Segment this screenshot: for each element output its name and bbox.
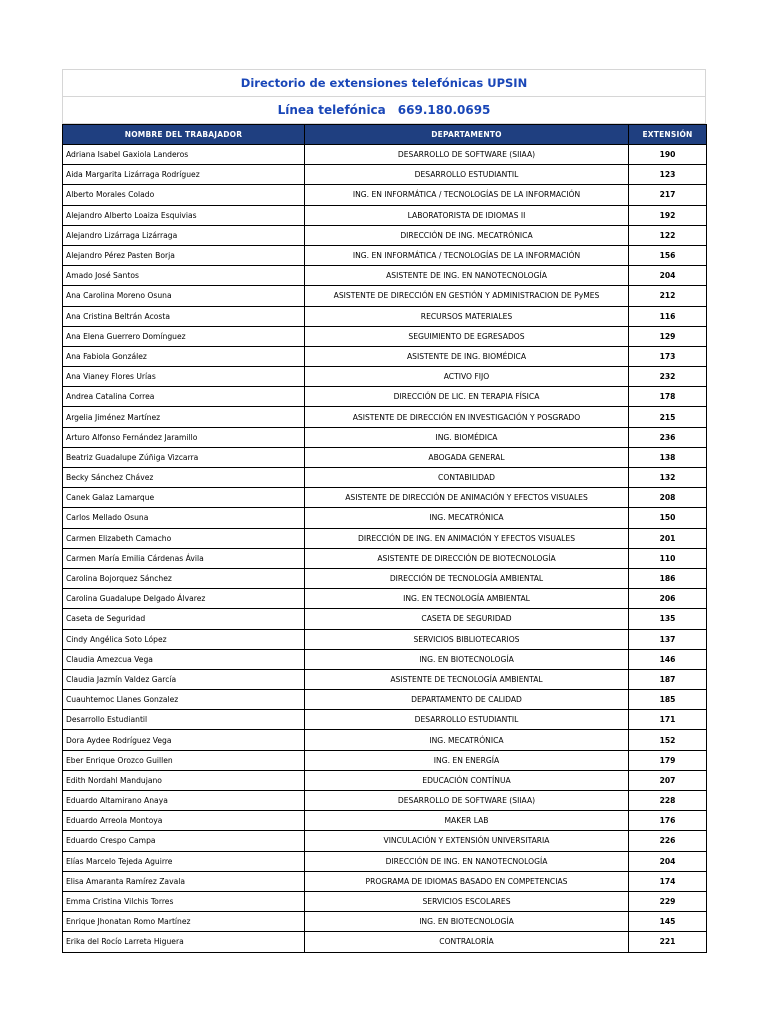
employee-name-cell: Adriana Isabel Gaxiola Landeros xyxy=(63,145,305,165)
extension-cell: 236 xyxy=(629,427,707,447)
extension-cell: 138 xyxy=(629,447,707,467)
department-cell: SERVICIOS ESCOLARES xyxy=(305,891,629,911)
employee-name-cell: Carolina Guadalupe Delgado Álvarez xyxy=(63,589,305,609)
extension-cell: 206 xyxy=(629,589,707,609)
column-header-department: DEPARTAMENTO xyxy=(305,125,629,145)
department-cell: ASISTENTE DE ING. EN NANOTECNOLOGÍA xyxy=(305,266,629,286)
table-row xyxy=(63,548,707,568)
table-row xyxy=(63,528,707,548)
table-row xyxy=(63,609,707,629)
employee-name-cell: Eduardo Altamirano Anaya xyxy=(63,791,305,811)
table-row xyxy=(63,710,707,730)
department-cell: ING. EN TECNOLOGÍA AMBIENTAL xyxy=(305,589,629,609)
table-row xyxy=(63,407,707,427)
table-row xyxy=(63,165,707,185)
department-cell: ASISTENTE DE DIRECCIÓN DE BIOTECNOLOGÍA xyxy=(305,548,629,568)
table-row xyxy=(63,791,707,811)
table-row xyxy=(63,468,707,488)
extension-cell: 174 xyxy=(629,871,707,891)
extension-cell: 215 xyxy=(629,407,707,427)
extension-cell: 171 xyxy=(629,710,707,730)
table-row xyxy=(63,488,707,508)
department-cell: ABOGADA GENERAL xyxy=(305,447,629,467)
department-cell: ING. BIOMÉDICA xyxy=(305,427,629,447)
employee-name-cell: Carmen Elizabeth Camacho xyxy=(63,528,305,548)
table-body xyxy=(63,145,707,953)
department-cell: DIRECCIÓN DE LIC. EN TERAPIA FÍSICA xyxy=(305,387,629,407)
extension-cell: 212 xyxy=(629,286,707,306)
department-cell: MAKER LAB xyxy=(305,811,629,831)
department-cell: DESARROLLO DE SOFTWARE (SIIAA) xyxy=(305,791,629,811)
extension-cell: 178 xyxy=(629,387,707,407)
table-row xyxy=(63,932,707,952)
department-cell: DESARROLLO ESTUDIANTIL xyxy=(305,710,629,730)
phone-label: Línea telefónica xyxy=(277,103,386,117)
extension-cell: 122 xyxy=(629,225,707,245)
employee-name-cell: Alejandro Pérez Pasten Borja xyxy=(63,245,305,265)
employee-name-cell: Carolina Bojorquez Sánchez xyxy=(63,568,305,588)
table-row xyxy=(63,326,707,346)
extension-cell: 204 xyxy=(629,266,707,286)
table-row xyxy=(63,669,707,689)
department-cell: DESARROLLO DE SOFTWARE (SIIAA) xyxy=(305,145,629,165)
extension-cell: 137 xyxy=(629,629,707,649)
extension-cell: 152 xyxy=(629,730,707,750)
extension-cell: 207 xyxy=(629,770,707,790)
table-row xyxy=(63,447,707,467)
employee-name-cell: Claudia Amezcua Vega xyxy=(63,649,305,669)
phone-number: 669.180.0695 xyxy=(397,103,491,117)
employee-name-cell: Eduardo Crespo Campa xyxy=(63,831,305,851)
department-cell: ING. EN ENERGÍA xyxy=(305,750,629,770)
employee-name-cell: Eduardo Arreola Montoya xyxy=(63,811,305,831)
phone-line-row xyxy=(62,96,706,124)
table-row xyxy=(63,266,707,286)
extension-cell: 145 xyxy=(629,912,707,932)
extension-cell: 192 xyxy=(629,205,707,225)
department-cell: RECURSOS MATERIALES xyxy=(305,306,629,326)
employee-name-cell: Cindy Angélica Soto López xyxy=(63,629,305,649)
column-header-extension: EXTENSIÓN xyxy=(629,125,707,145)
extension-cell: 110 xyxy=(629,548,707,568)
employee-name-cell: Dora Aydee Rodríguez Vega xyxy=(63,730,305,750)
employee-name-cell: Emma Cristina Vilchis Torres xyxy=(63,891,305,911)
employee-name-cell: Canek Galaz Lamarque xyxy=(63,488,305,508)
table-row xyxy=(63,185,707,205)
extension-cell: 204 xyxy=(629,851,707,871)
extension-cell: 217 xyxy=(629,185,707,205)
extension-cell: 226 xyxy=(629,831,707,851)
department-cell: ING. EN INFORMÁTICA / TECNOLOGÍAS DE LA INFORMACIÓN xyxy=(305,185,629,205)
department-cell: EDUCACIÓN CONTÍNUA xyxy=(305,770,629,790)
employee-name-cell: Claudia Jazmín Valdez García xyxy=(63,669,305,689)
department-cell: ASISTENTE DE ING. BIOMÉDICA xyxy=(305,346,629,366)
department-cell: ING. MECATRÓNICA xyxy=(305,508,629,528)
table-row xyxy=(63,730,707,750)
employee-name-cell: Ana Carolina Moreno Osuna xyxy=(63,286,305,306)
department-cell: ING. EN BIOTECNOLOGÍA xyxy=(305,912,629,932)
department-cell: ACTIVO FIJO xyxy=(305,367,629,387)
table-row xyxy=(63,145,707,165)
table-row xyxy=(63,306,707,326)
department-cell: ING. EN INFORMÁTICA / TECNOLOGÍAS DE LA INFORMACIÓN xyxy=(305,245,629,265)
employee-name-cell: Ana Fabiola González xyxy=(63,346,305,366)
department-cell: ASISTENTE DE DIRECCIÓN EN GESTIÓN Y ADMINISTRACION DE PyMES xyxy=(305,286,629,306)
department-cell: DIRECCIÓN DE TECNOLOGÍA AMBIENTAL xyxy=(305,568,629,588)
table-row xyxy=(63,367,707,387)
extensions-table xyxy=(62,124,707,953)
table-row xyxy=(63,831,707,851)
employee-name-cell: Amado José Santos xyxy=(63,266,305,286)
extension-cell: 116 xyxy=(629,306,707,326)
department-cell: ASISTENTE DE DIRECCIÓN DE ANIMACIÓN Y EFECTOS VISUALES xyxy=(305,488,629,508)
extension-cell: 185 xyxy=(629,690,707,710)
table-row xyxy=(63,346,707,366)
employee-name-cell: Argelia Jiménez Martínez xyxy=(63,407,305,427)
department-cell: ING. MECATRÓNICA xyxy=(305,730,629,750)
employee-name-cell: Eber Enrique Orozco Guillen xyxy=(63,750,305,770)
employee-name-cell: Alberto Morales Colado xyxy=(63,185,305,205)
employee-name-cell: Enrique Jhonatan Romo Martínez xyxy=(63,912,305,932)
employee-name-cell: Arturo Alfonso Fernández Jaramillo xyxy=(63,427,305,447)
department-cell: PROGRAMA DE IDIOMAS BASADO EN COMPETENCIAS xyxy=(305,871,629,891)
table-row xyxy=(63,568,707,588)
extension-cell: 186 xyxy=(629,568,707,588)
extension-cell: 156 xyxy=(629,245,707,265)
employee-name-cell: Ana Vianey Flores Urías xyxy=(63,367,305,387)
table-row xyxy=(63,205,707,225)
table-row xyxy=(63,225,707,245)
department-cell: CASETA DE SEGURIDAD xyxy=(305,609,629,629)
extension-cell: 146 xyxy=(629,649,707,669)
extension-cell: 201 xyxy=(629,528,707,548)
department-cell: DEPARTAMENTO DE CALIDAD xyxy=(305,690,629,710)
extension-cell: 221 xyxy=(629,932,707,952)
extension-cell: 135 xyxy=(629,609,707,629)
table-row xyxy=(63,387,707,407)
extension-cell: 229 xyxy=(629,891,707,911)
department-cell: SERVICIOS BIBLIOTECARIOS xyxy=(305,629,629,649)
department-cell: DIRECCIÓN DE ING. EN ANIMACIÓN Y EFECTOS VISUALES xyxy=(305,528,629,548)
extension-cell: 132 xyxy=(629,468,707,488)
employee-name-cell: Elías Marcelo Tejeda Aguirre xyxy=(63,851,305,871)
employee-name-cell: Elisa Amaranta Ramírez Zavala xyxy=(63,871,305,891)
employee-name-cell: Ana Elena Guerrero Domínguez xyxy=(63,326,305,346)
employee-name-cell: Carlos Mellado Osuna xyxy=(63,508,305,528)
table-header-row xyxy=(63,125,707,145)
directory-title: Directorio de extensiones telefónicas UPSIN xyxy=(62,69,706,96)
extension-cell: 123 xyxy=(629,165,707,185)
employee-name-cell: Alejandro Lizárraga Lizárraga xyxy=(63,225,305,245)
table-row xyxy=(63,649,707,669)
table-row xyxy=(63,245,707,265)
table-row xyxy=(63,427,707,447)
extension-cell: 179 xyxy=(629,750,707,770)
table-row xyxy=(63,891,707,911)
extension-cell: 173 xyxy=(629,346,707,366)
department-cell: ASISTENTE DE DIRECCIÓN EN INVESTIGACIÓN Y POSGRADO xyxy=(305,407,629,427)
employee-name-cell: Becky Sánchez Chávez xyxy=(63,468,305,488)
employee-name-cell: Ana Cristina Beltrán Acosta xyxy=(63,306,305,326)
table-row xyxy=(63,508,707,528)
table-row xyxy=(63,871,707,891)
table-row xyxy=(63,750,707,770)
department-cell: DESARROLLO ESTUDIANTIL xyxy=(305,165,629,185)
employee-name-cell: Caseta de Seguridad xyxy=(63,609,305,629)
department-cell: ING. EN BIOTECNOLOGÍA xyxy=(305,649,629,669)
department-cell: SEGUIMIENTO DE EGRESADOS xyxy=(305,326,629,346)
table-row xyxy=(63,286,707,306)
employee-name-cell: Cuauhtemoc Llanes Gonzalez xyxy=(63,690,305,710)
extension-cell: 190 xyxy=(629,145,707,165)
department-cell: CONTRALORÍA xyxy=(305,932,629,952)
employee-name-cell: Andrea Catalina Correa xyxy=(63,387,305,407)
department-cell: LABORATORISTA DE IDIOMAS II xyxy=(305,205,629,225)
table-row xyxy=(63,912,707,932)
table-row xyxy=(63,589,707,609)
department-cell: DIRECCIÓN DE ING. EN NANOTECNOLOGÍA xyxy=(305,851,629,871)
department-cell: VINCULACIÓN Y EXTENSIÓN UNIVERSITARIA xyxy=(305,831,629,851)
department-cell: ASISTENTE DE TECNOLOGÍA AMBIENTAL xyxy=(305,669,629,689)
employee-name-cell: Beatriz Guadalupe Zúñiga Vizcarra xyxy=(63,447,305,467)
employee-name-cell: Alejandro Alberto Loaiza Esquivias xyxy=(63,205,305,225)
department-cell: DIRECCIÓN DE ING. MECATRÓNICA xyxy=(305,225,629,245)
table-row xyxy=(63,690,707,710)
table-row xyxy=(63,851,707,871)
extension-cell: 176 xyxy=(629,811,707,831)
directory-sheet xyxy=(62,69,706,953)
table-row xyxy=(63,811,707,831)
extension-cell: 208 xyxy=(629,488,707,508)
extension-cell: 150 xyxy=(629,508,707,528)
extension-cell: 187 xyxy=(629,669,707,689)
employee-name-cell: Aida Margarita Lizárraga Rodríguez xyxy=(63,165,305,185)
employee-name-cell: Erika del Rocío Larreta Higuera xyxy=(63,932,305,952)
table-row xyxy=(63,770,707,790)
department-cell: CONTABILIDAD xyxy=(305,468,629,488)
extension-cell: 129 xyxy=(629,326,707,346)
employee-name-cell: Carmen María Emilia Cárdenas Ávila xyxy=(63,548,305,568)
extension-cell: 232 xyxy=(629,367,707,387)
table-row xyxy=(63,629,707,649)
employee-name-cell: Edith Nordahl Mandujano xyxy=(63,770,305,790)
column-header-name: NOMBRE DEL TRABAJADOR xyxy=(63,125,305,145)
extension-cell: 228 xyxy=(629,791,707,811)
employee-name-cell: Desarrollo Estudiantil xyxy=(63,710,305,730)
